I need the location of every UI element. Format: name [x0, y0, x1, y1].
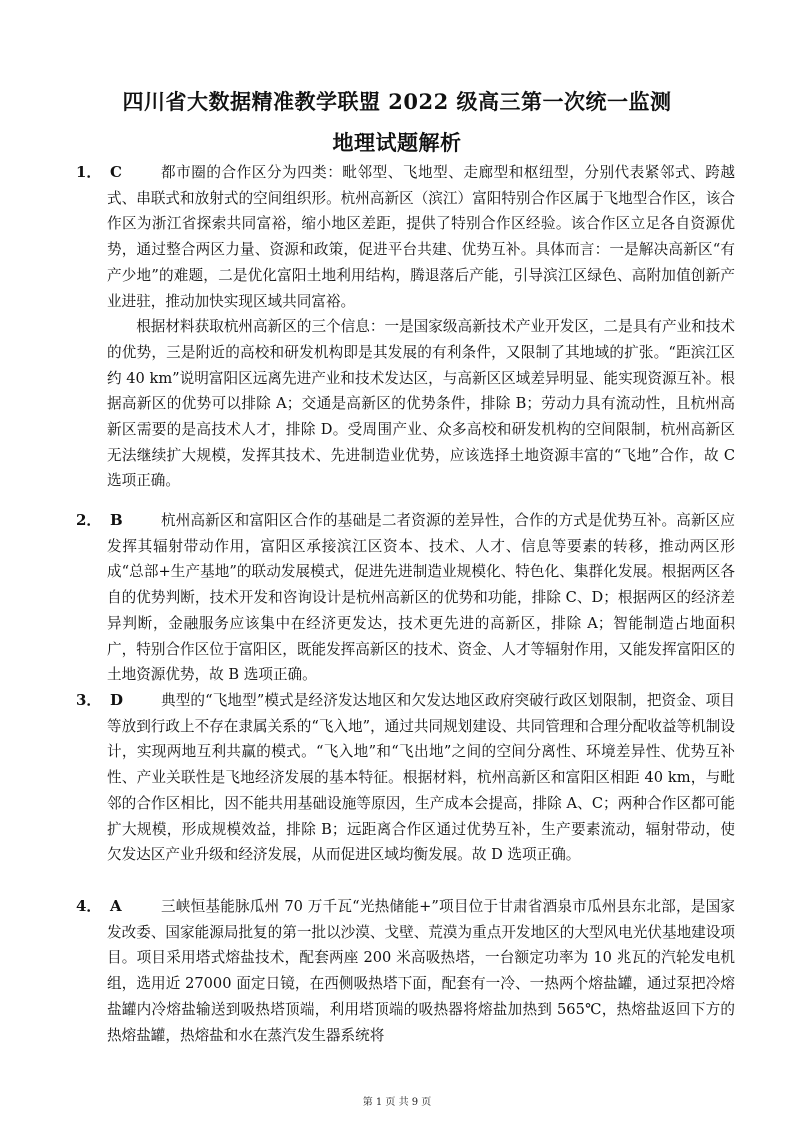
- question-number: 3．: [76, 691, 102, 709]
- question-2-body: [76, 508, 735, 688]
- explanation-paragraph: 三峡恒基能脉瓜州 70 万千瓦“光热储能+”项目位于甘肃省酒泉市瓜州县东北部，是国家发改委、国家能源局批复的第一批以沙漠、戈壁、荒漠为重点开发地区的大型风电光伏基地建设项目。项目采用塔式熔盐技术，配套两座 200 米高吸热塔，一台额定功率为 10 兆瓦的汽轮发电机组，选用近 27000 面定日镜，在西侧吸热塔下面，配套有一冷、一热两个熔盐罐，通过泵把冷熔盐罐内冷熔盐输送到吸热塔顶端，利用塔顶端的吸热器将熔盐加热到 565℃，热熔盐返回下方的热熔盐罐，热熔盐和水在蒸汽发生器系统将: [107, 898, 735, 1044]
- question-1-body: [76, 160, 735, 494]
- document-title: 四川省大数据精准教学联盟 2022 级高三第一次统一监测: [122, 89, 672, 114]
- question-answer: C: [110, 163, 122, 181]
- question-number: 1．: [76, 163, 102, 181]
- question-answer: B: [110, 511, 123, 529]
- document-subtitle: 地理试题解析: [332, 130, 462, 155]
- explanation-paragraph: 都市圈的合作区分为四类：毗邻型、飞地型、走廊型和枢纽型，分别代表紧邻式、跨越式、串联式和放射式的空间组织形。杭州高新区（滨江）富阳特别合作区属于飞地型合作区，该合作区为浙江省探索共同富裕，缩小地区差距，提供了特别合作区经验。该合作区立足各自资源优势，通过整合两区力量、资源和政策，促进平台共建、优势互补。具体而言：一是解决高新区“有产少地”的难题，二是优化富阳土地利用结构，腾退落后产能，引导滨江区绿色、高附加值创新产业进驻，推动加快实现区域共同富裕。: [107, 164, 735, 310]
- page-footer: 第 1 页 共 9 页: [362, 1097, 432, 1108]
- question-4-body: [76, 894, 735, 1048]
- question-answer: A: [110, 897, 122, 915]
- question-number: 4．: [76, 897, 102, 915]
- question-3-body: [76, 688, 735, 868]
- explanation-paragraph: 典型的“飞地型”模式是经济发达地区和欠发达地区政府突破行政区划限制，把资金、项目等放到行政上不存在隶属关系的“飞入地”，通过共同规划建设、共同管理和合理分配收益等机制设计，实现两地互利共赢的模式。“飞入地”和“飞出地”之间的空间分离性、环境差异性、优势互补性、产业关联性是飞地经济发展的基本特征。根据材料，杭州高新区和富阳区相距 40 km，与毗邻的合作区相比，因不能共用基础设施等原因，生产成本会提高，排除 A、C；两种合作区都可能扩大规模，形成规模效益，排除 B；远距离合作区通过优势互补，生产要素流动，辐射带动，使欠发达区产业升级和经济发展，从而促进区域均衡发展。故 D 选项正确。: [107, 692, 735, 864]
- question-number: 2．: [76, 511, 102, 529]
- explanation-paragraph: 根据材料获取杭州高新区的三个信息：一是国家级高新技术产业开发区，二是具有产业和技术的优势，三是附近的高校和研发机构即是其发展的有利条件，又限制了其地域的扩张。“距滨江区约 40 km”说明富阳区远离先进产业和技术发达区，与高新区区域差异明显、能实现资源互补。根据高新区的优势可以排除 A；交通是高新区的优势条件，排除 B；劳动力具有流动性，且杭州高新区需要的是高技术人才，排除 D。受周围产业、众多高校和研发机构的空间限制，杭州高新区无法继续扩大规模，发挥其技术、先进制造业优势，应该选择土地资源丰富的“飞地”合作，故 C 选项正确。: [107, 318, 735, 490]
- explanation-paragraph: 杭州高新区和富阳区合作的基础是二者资源的差异性，合作的方式是优势互补。高新区应发挥其辐射带动作用，富阳区承接滨江区资本、技术、人才、信息等要素的转移，推动两区形成“总部+生产基地”的联动发展模式，促进先进制造业规模化、特色化、集群化发展。根据两区各自的优势判断，技术开发和咨询设计是杭州高新区的优势和功能，排除 C、D；根据两区的经济差异判断，金融服务应该集中在经济更发达，技术更先进的高新区，排除 A；智能制造占地面积广，特别合作区位于富阳区，既能发挥高新区的技术、资金、人才等辐射作用，又能发挥富阳区的土地资源优势，故 B 选项正确。: [107, 512, 735, 684]
- question-answer: D: [110, 691, 124, 709]
